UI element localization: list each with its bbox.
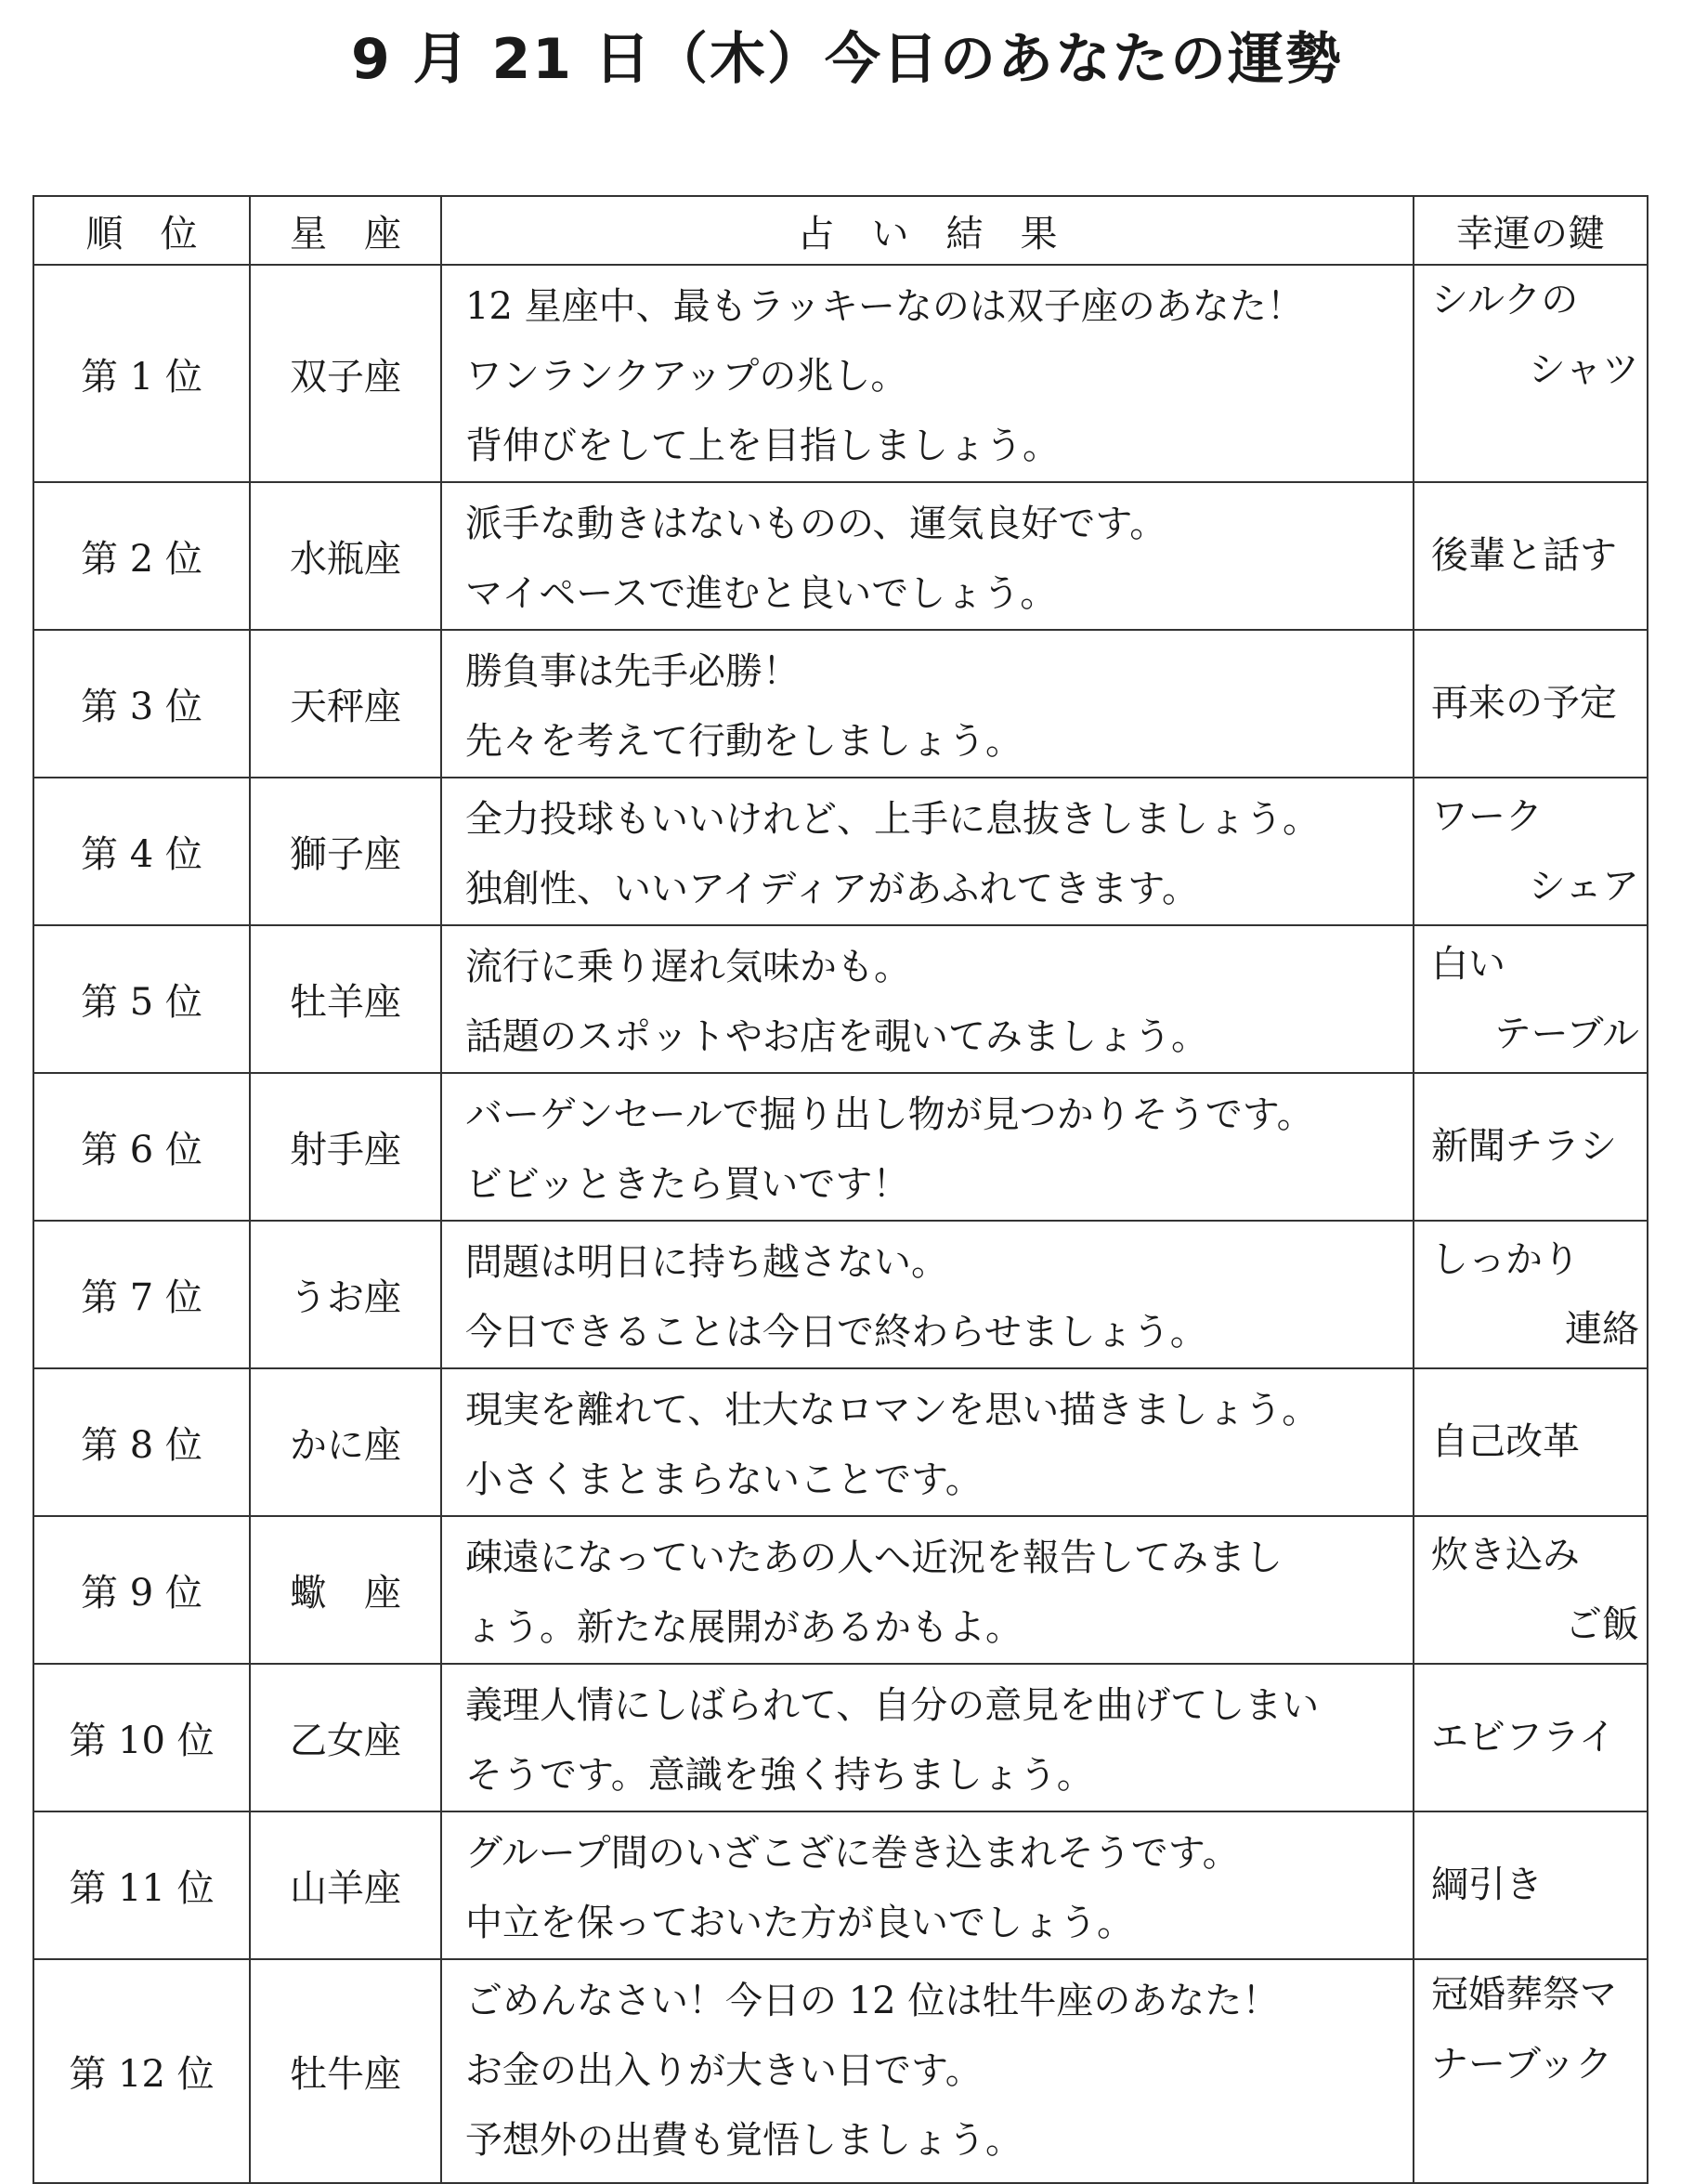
lucky-key-line: シェア: [1528, 864, 1639, 908]
result-line: 背伸びをして上を目指しましょう。: [465, 425, 1060, 467]
lucky-key-line: ナーブック: [1431, 2043, 1613, 2086]
lucky-key-cell: [1414, 925, 1648, 1073]
result-line: 問題は明日に持ち越さない。: [465, 1241, 948, 1284]
table-row: [33, 1368, 1648, 1516]
result-line: マイペースで進むと良いでしょう。: [465, 572, 1058, 615]
sign-cell: 牡羊座: [250, 925, 441, 1073]
table-row: [33, 482, 1648, 630]
rank-cell: 第 5 位: [33, 925, 250, 1073]
result-cell: [441, 1516, 1414, 1664]
result-cell: [441, 1368, 1414, 1516]
result-line: 先々を考えて行動をしましょう。: [465, 720, 1023, 763]
table-row: [33, 630, 1648, 778]
result-cell: [441, 1664, 1414, 1811]
rank-cell: 第 6 位: [33, 1073, 250, 1221]
result-cell: [441, 1959, 1414, 2183]
sign-cell: 天秤座: [250, 630, 441, 778]
table-row: [33, 1073, 1648, 1221]
result-cell: [441, 630, 1414, 778]
result-line: グループ間のいざこざに巻き込まれそうです。: [465, 1832, 1240, 1875]
table-row: [33, 1516, 1648, 1664]
lucky-key-line: シルクの: [1431, 279, 1579, 321]
sign-cell: 牡牛座: [250, 1959, 441, 2183]
result-line: 今日できることは今日で終わらせましょう。: [465, 1311, 1207, 1354]
header-sign: 星 座: [250, 196, 441, 265]
sign-cell: 蠍 座: [250, 1516, 441, 1664]
sign-cell: 射手座: [250, 1073, 441, 1221]
lucky-key-cell: [1414, 1221, 1648, 1368]
result-line: 独創性、いいアイディアがあふれてきます。: [465, 868, 1199, 910]
lucky-key-line: しっかり: [1431, 1237, 1580, 1281]
result-line: 全力投球もいいけれど、上手に息抜きしましょう。: [465, 798, 1320, 841]
table-row: [33, 1811, 1648, 1959]
result-line: バーゲンセールで掘り出し物が見つかりそうです。: [465, 1093, 1314, 1136]
lucky-key-cell: [1414, 1811, 1648, 1959]
result-line: ビビッときたら買いです！: [465, 1163, 910, 1206]
result-line: 小さくまとまらないことです。: [465, 1458, 983, 1501]
lucky-key-line: 冠婚葬祭マ: [1431, 1973, 1617, 2016]
result-line: ょう。新たな展開があるかもよ。: [465, 1606, 1023, 1649]
result-line: 中立を保っておいた方が良いでしょう。: [465, 1902, 1134, 1944]
lucky-key-line: 炊き込み: [1431, 1533, 1580, 1576]
result-line: 流行に乗り遅れ気味かも。: [465, 946, 911, 988]
lucky-key-line: 新聞チラシ: [1431, 1125, 1617, 1168]
table-row: [33, 925, 1648, 1073]
lucky-key-line: 白い: [1431, 942, 1505, 986]
rank-cell: 第 1 位: [33, 265, 250, 482]
lucky-key-cell: [1414, 1516, 1648, 1664]
lucky-key-line: ご飯: [1565, 1602, 1639, 1646]
result-cell: [441, 778, 1414, 925]
lucky-key-cell: [1414, 1368, 1648, 1516]
lucky-key-cell: [1414, 482, 1648, 630]
rank-cell: 第 10 位: [33, 1664, 250, 1811]
result-line: 現実を離れて、壮大なロマンを思い描きましょう。: [465, 1389, 1320, 1432]
result-line: 予想外の出費も覚悟しましょう。: [465, 2119, 1023, 2162]
rank-cell: 第 3 位: [33, 630, 250, 778]
result-cell: [441, 1221, 1414, 1368]
lucky-key-line: シャツ: [1528, 348, 1639, 391]
rank-cell: 第 8 位: [33, 1368, 250, 1516]
result-cell: [441, 925, 1414, 1073]
result-cell: [441, 265, 1414, 482]
result-line: ワンランクアップの兆し。: [465, 355, 908, 398]
sign-cell: 水瓶座: [250, 482, 441, 630]
table-row: [33, 1664, 1648, 1811]
header-key: 幸運の鍵: [1414, 196, 1648, 265]
result-line: 義理人情にしばられて、自分の意見を曲げてしまい: [465, 1684, 1320, 1727]
table-row: [33, 778, 1648, 925]
header-row: [33, 196, 1648, 265]
result-line: 疎遠になっていたあの人へ近況を報告してみまし: [465, 1537, 1283, 1579]
rank-cell: 第 11 位: [33, 1811, 250, 1959]
sign-cell: 獅子座: [250, 778, 441, 925]
lucky-key-line: 連絡: [1565, 1307, 1639, 1351]
lucky-key-cell: [1414, 265, 1648, 482]
result-cell: [441, 1811, 1414, 1959]
result-line: ごめんなさい！今日の 12 位は牡牛座のあなた！: [465, 1980, 1280, 2022]
lucky-key-cell: [1414, 1664, 1648, 1811]
lucky-key-line: エビフライ: [1431, 1716, 1616, 1759]
page-title: 9 月 21 日（木）今日のあなたの運勢: [351, 27, 1343, 92]
lucky-key-line: テーブル: [1493, 1012, 1639, 1055]
lucky-key-line: 綱引き: [1431, 1864, 1543, 1906]
sign-cell: うお座: [250, 1221, 441, 1368]
result-line: 12 星座中、最もラッキーなのは双子座のあなた！: [465, 285, 1304, 328]
rank-cell: 第 9 位: [33, 1516, 250, 1664]
table-row: [33, 1959, 1648, 2183]
rank-cell: 第 12 位: [33, 1959, 250, 2183]
rank-cell: 第 4 位: [33, 778, 250, 925]
header-rank: 順 位: [33, 196, 250, 265]
rank-cell: 第 2 位: [33, 482, 250, 630]
result-line: 派手な動きはないものの、運気良好です。: [465, 503, 1167, 545]
fortune-table: [33, 195, 1648, 2184]
table-row: [33, 265, 1648, 482]
result-cell: [441, 482, 1414, 630]
result-line: お金の出入りが大きい日です。: [465, 2049, 983, 2092]
lucky-key-line: ワーク: [1431, 794, 1543, 838]
sign-cell: 双子座: [250, 265, 441, 482]
lucky-key-cell: [1414, 630, 1648, 778]
result-line: そうです。意識を強く持ちましょう。: [465, 1754, 1094, 1797]
result-line: 話題のスポットやお店を覗いてみましょう。: [465, 1015, 1208, 1058]
lucky-key-line: 後輩と話す: [1431, 534, 1617, 577]
sign-cell: 山羊座: [250, 1811, 441, 1959]
lucky-key-line: 再来の予定: [1431, 682, 1617, 725]
sign-cell: かに座: [250, 1368, 441, 1516]
result-cell: [441, 1073, 1414, 1221]
sign-cell: 乙女座: [250, 1664, 441, 1811]
lucky-key-line: 自己改革: [1431, 1420, 1580, 1463]
lucky-key-cell: [1414, 1959, 1648, 2183]
header-result: 占 い 結 果: [441, 196, 1414, 265]
result-line: 勝負事は先手必勝！: [465, 650, 800, 693]
lucky-key-cell: [1414, 778, 1648, 925]
rank-cell: 第 7 位: [33, 1221, 250, 1368]
table-row: [33, 1221, 1648, 1368]
lucky-key-cell: [1414, 1073, 1648, 1221]
